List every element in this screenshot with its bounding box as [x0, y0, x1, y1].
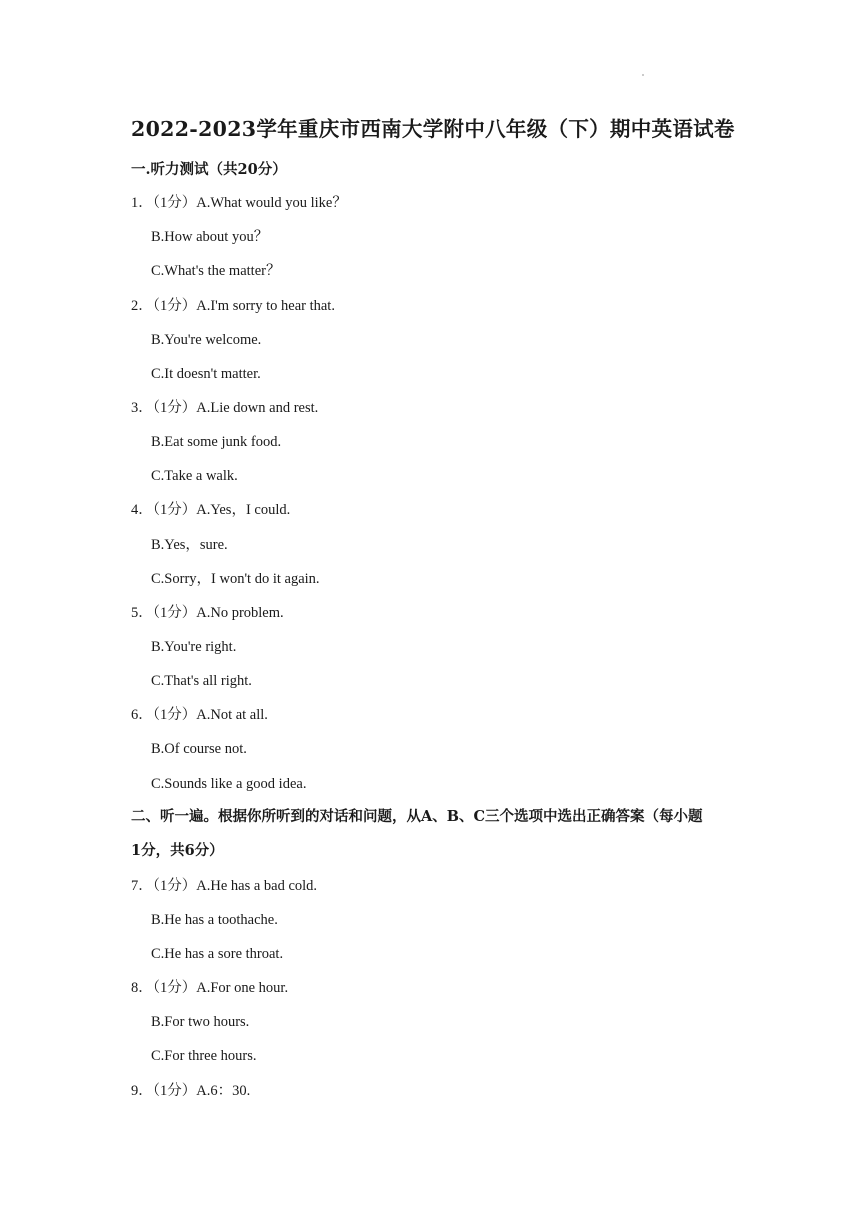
- scan-speck: [642, 74, 644, 76]
- question-1-stem: 1．（1分）A.What would you like？: [131, 195, 347, 211]
- question-9-stem: 9．（1分）A.6：30.: [131, 1083, 251, 1099]
- question-3-stem: 3．（1分）A.Lie down and rest.: [131, 400, 319, 416]
- section-2-heading-line-1: 二、听一遍。根据你所听到的对话和问题，从A、B、C三个选项中选出正确答案（每小题: [131, 808, 703, 825]
- exam-title: 2022-2023学年重庆市西南大学附中八年级（下）期中英语试卷: [131, 117, 735, 141]
- question-5-option-c: C.That's all right.: [151, 673, 252, 689]
- question-5-option-b: B.You're right.: [151, 639, 237, 655]
- section-2-heading-line-2: 1分，共6分）: [131, 842, 224, 859]
- question-8-stem: 8．（1分）A.For one hour.: [131, 980, 289, 996]
- question-6-option-b: B.Of course not.: [151, 741, 247, 757]
- question-2-stem: 2．（1分）A.I'm sorry to hear that.: [131, 298, 335, 314]
- question-8-option-c: C.For three hours.: [151, 1048, 257, 1064]
- question-2-option-c: C.It doesn't matter.: [151, 366, 261, 382]
- question-4-option-c: C.Sorry，I won't do it again.: [151, 571, 320, 587]
- question-3-option-c: C.Take a walk.: [151, 468, 238, 484]
- question-7-option-b: B.He has a toothache.: [151, 912, 278, 928]
- question-8-option-b: B.For two hours.: [151, 1014, 250, 1030]
- section-1-heading: 一.听力测试（共20分）: [131, 161, 287, 178]
- question-4-option-b: B.Yes，sure.: [151, 537, 228, 553]
- question-7-option-c: C.He has a sore throat.: [151, 946, 284, 962]
- question-4-stem: 4．（1分）A.Yes，I could.: [131, 502, 291, 518]
- question-6-option-c: C.Sounds like a good idea.: [151, 776, 307, 792]
- question-1-option-b: B.How about you？: [151, 229, 269, 245]
- question-6-stem: 6．（1分）A.Not at all.: [131, 707, 268, 723]
- question-7-stem: 7．（1分）A.He has a bad cold.: [131, 878, 318, 894]
- question-1-option-c: C.What's the matter？: [151, 263, 281, 279]
- question-5-stem: 5．（1分）A.No problem.: [131, 605, 284, 621]
- question-2-option-b: B.You're welcome.: [151, 332, 262, 348]
- question-3-option-b: B.Eat some junk food.: [151, 434, 282, 450]
